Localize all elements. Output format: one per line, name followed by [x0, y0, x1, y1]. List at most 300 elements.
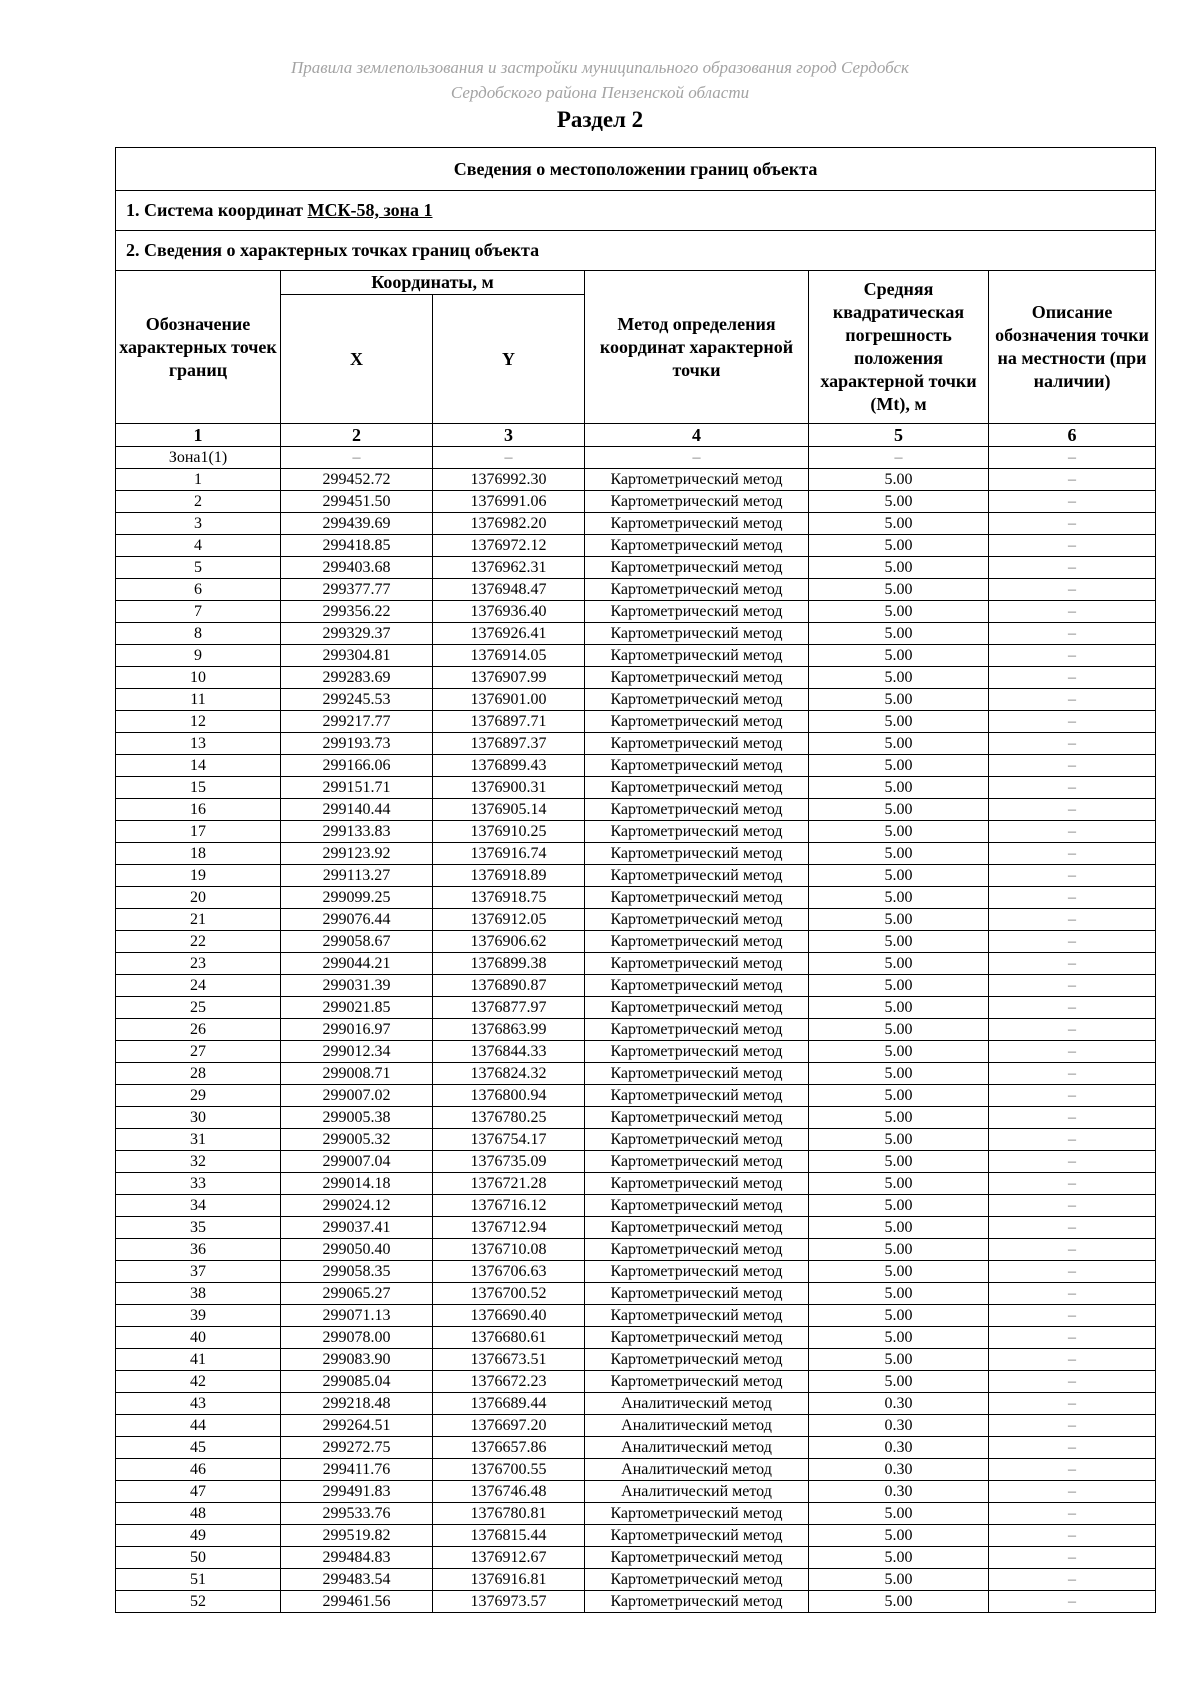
table-row [116, 469, 1156, 491]
error-value: 5.00 [809, 1261, 989, 1283]
description: – [989, 1503, 1156, 1525]
table-row [116, 887, 1156, 909]
description: – [989, 887, 1156, 909]
error-value: 5.00 [809, 645, 989, 667]
table-row [116, 1261, 1156, 1283]
table-row [116, 1525, 1156, 1547]
coord-y: 1376697.20 [433, 1415, 585, 1437]
table-row [116, 821, 1156, 843]
coord-x: 299140.44 [281, 799, 433, 821]
description: – [989, 711, 1156, 733]
table-row [116, 799, 1156, 821]
point-number: 39 [116, 1305, 281, 1327]
point-number: 13 [116, 733, 281, 755]
point-number: 23 [116, 953, 281, 975]
description: – [989, 513, 1156, 535]
point-number: 42 [116, 1371, 281, 1393]
table-row [116, 1305, 1156, 1327]
coord-x: 299461.56 [281, 1591, 433, 1613]
error-value: 5.00 [809, 1591, 989, 1613]
table-row [116, 1283, 1156, 1305]
point-number: 19 [116, 865, 281, 887]
point-number: 12 [116, 711, 281, 733]
description: – [989, 1041, 1156, 1063]
point-number: 38 [116, 1283, 281, 1305]
point-number: 51 [116, 1569, 281, 1591]
table-row [116, 1327, 1156, 1349]
coord-y: 1376900.31 [433, 777, 585, 799]
coord-y: 1376914.05 [433, 645, 585, 667]
table-row [116, 1239, 1156, 1261]
description: – [989, 1173, 1156, 1195]
method: Картометрический метод [585, 1371, 809, 1393]
error-value: 5.00 [809, 513, 989, 535]
method: Картометрический метод [585, 953, 809, 975]
method: Картометрический метод [585, 843, 809, 865]
table-row [116, 997, 1156, 1019]
point-number: 46 [116, 1459, 281, 1481]
col-header-description: Описание обозначения точки на местности (при наличии) [989, 271, 1156, 424]
method: Аналитический метод [585, 1459, 809, 1481]
point-number: 41 [116, 1349, 281, 1371]
error-value: 5.00 [809, 491, 989, 513]
column-number: 6 [989, 424, 1156, 447]
coord-x: 299037.41 [281, 1217, 433, 1239]
table-row [116, 1503, 1156, 1525]
coord-x: 299083.90 [281, 1349, 433, 1371]
description: – [989, 1239, 1156, 1261]
coord-y: 1376916.74 [433, 843, 585, 865]
table-row [116, 931, 1156, 953]
error-value: 5.00 [809, 865, 989, 887]
point-number: 44 [116, 1415, 281, 1437]
coord-y: 1376962.31 [433, 557, 585, 579]
point-number: 17 [116, 821, 281, 843]
description: – [989, 601, 1156, 623]
coordinate-system-row [116, 191, 1156, 231]
description: – [989, 1063, 1156, 1085]
coord-y: 1376754.17 [433, 1129, 585, 1151]
description: – [989, 733, 1156, 755]
coord-y: 1376916.81 [433, 1569, 585, 1591]
table-body [116, 447, 1156, 1613]
coord-y: 1376824.32 [433, 1063, 585, 1085]
coord-x: 299021.85 [281, 997, 433, 1019]
method: Картометрический метод [585, 1129, 809, 1151]
coord-y: 1376657.86 [433, 1437, 585, 1459]
method: Картометрический метод [585, 1217, 809, 1239]
description: – [989, 1547, 1156, 1569]
error-value: 5.00 [809, 777, 989, 799]
point-number: 14 [116, 755, 281, 777]
point-number: 1 [116, 469, 281, 491]
coord-x: 299078.00 [281, 1327, 433, 1349]
table-cell: – [281, 447, 433, 469]
table-row [116, 513, 1156, 535]
coord-x: 299218.48 [281, 1393, 433, 1415]
column-number: 2 [281, 424, 433, 447]
coord-x: 299217.77 [281, 711, 433, 733]
description: – [989, 755, 1156, 777]
point-number: 15 [116, 777, 281, 799]
method: Картометрический метод [585, 1195, 809, 1217]
error-value: 5.00 [809, 601, 989, 623]
error-value: 5.00 [809, 1063, 989, 1085]
coord-x: 299008.71 [281, 1063, 433, 1085]
table-row [116, 623, 1156, 645]
error-value: 5.00 [809, 1305, 989, 1327]
method: Аналитический метод [585, 1415, 809, 1437]
point-number: 32 [116, 1151, 281, 1173]
table-row [116, 711, 1156, 733]
method: Картометрический метод [585, 1085, 809, 1107]
table-row [116, 1371, 1156, 1393]
coord-x: 299007.02 [281, 1085, 433, 1107]
description: – [989, 557, 1156, 579]
error-value: 5.00 [809, 1283, 989, 1305]
method: Картометрический метод [585, 1591, 809, 1613]
col-header-coordinates: Координаты, м [281, 271, 585, 295]
point-number: 31 [116, 1129, 281, 1151]
point-number: 11 [116, 689, 281, 711]
description: – [989, 777, 1156, 799]
description: – [989, 821, 1156, 843]
method: Картометрический метод [585, 865, 809, 887]
coord-x: 299007.04 [281, 1151, 433, 1173]
coord-y: 1376905.14 [433, 799, 585, 821]
point-number: 26 [116, 1019, 281, 1041]
method: Картометрический метод [585, 1063, 809, 1085]
point-number: 16 [116, 799, 281, 821]
method: Картометрический метод [585, 799, 809, 821]
coord-y: 1376673.51 [433, 1349, 585, 1371]
coord-x: 299113.27 [281, 865, 433, 887]
coord-x: 299050.40 [281, 1239, 433, 1261]
point-number: 37 [116, 1261, 281, 1283]
description: – [989, 1019, 1156, 1041]
point-number: 47 [116, 1481, 281, 1503]
method: Картометрический метод [585, 1305, 809, 1327]
point-number: 36 [116, 1239, 281, 1261]
coord-y: 1376890.87 [433, 975, 585, 997]
coord-x: 299014.18 [281, 1173, 433, 1195]
error-value: 5.00 [809, 1239, 989, 1261]
description: – [989, 1437, 1156, 1459]
table-row [116, 1437, 1156, 1459]
method: Картометрический метод [585, 1151, 809, 1173]
point-number: 48 [116, 1503, 281, 1525]
table-row [116, 1107, 1156, 1129]
coord-y: 1376800.94 [433, 1085, 585, 1107]
error-value: 5.00 [809, 1019, 989, 1041]
method: Картометрический метод [585, 821, 809, 843]
method: Картометрический метод [585, 689, 809, 711]
column-number: 5 [809, 424, 989, 447]
method: Картометрический метод [585, 931, 809, 953]
description: – [989, 975, 1156, 997]
coord-x: 299304.81 [281, 645, 433, 667]
table-row [116, 1569, 1156, 1591]
method: Картометрический метод [585, 469, 809, 491]
description: – [989, 1349, 1156, 1371]
coord-y: 1376918.75 [433, 887, 585, 909]
method: Картометрический метод [585, 1261, 809, 1283]
coord-y: 1376899.38 [433, 953, 585, 975]
coord-y: 1376910.25 [433, 821, 585, 843]
method: Аналитический метод [585, 1481, 809, 1503]
coord-y: 1376689.44 [433, 1393, 585, 1415]
coord-y: 1376912.67 [433, 1547, 585, 1569]
point-number: 35 [116, 1217, 281, 1239]
table-row [116, 909, 1156, 931]
method: Картометрический метод [585, 645, 809, 667]
point-number: 5 [116, 557, 281, 579]
error-value: 5.00 [809, 1107, 989, 1129]
table-row [116, 1415, 1156, 1437]
coord-x: 299123.92 [281, 843, 433, 865]
coord-y: 1376735.09 [433, 1151, 585, 1173]
error-value: 5.00 [809, 799, 989, 821]
coord-x: 299451.50 [281, 491, 433, 513]
table-row [116, 1129, 1156, 1151]
coord-x: 299166.06 [281, 755, 433, 777]
point-number: 4 [116, 535, 281, 557]
coord-x: 299016.97 [281, 1019, 433, 1041]
point-number: 45 [116, 1437, 281, 1459]
col-header-y: Y [433, 295, 585, 424]
error-value: 5.00 [809, 953, 989, 975]
table-row [116, 953, 1156, 975]
description: – [989, 1371, 1156, 1393]
description: – [989, 1217, 1156, 1239]
coord-x: 299403.68 [281, 557, 433, 579]
error-value: 5.00 [809, 689, 989, 711]
table-row [116, 601, 1156, 623]
coord-x: 299439.69 [281, 513, 433, 535]
method: Картометрический метод [585, 1019, 809, 1041]
coord-y: 1376712.94 [433, 1217, 585, 1239]
table-row [116, 1151, 1156, 1173]
error-value: 5.00 [809, 1129, 989, 1151]
method: Картометрический метод [585, 1107, 809, 1129]
zone-label: Зона1(1) [116, 447, 281, 469]
description: – [989, 931, 1156, 953]
coord-x: 299245.53 [281, 689, 433, 711]
coord-x: 299005.38 [281, 1107, 433, 1129]
description: – [989, 667, 1156, 689]
points-section-title: 2. Сведения о характерных точках границ объекта [116, 231, 1156, 271]
table-row [116, 777, 1156, 799]
point-number: 24 [116, 975, 281, 997]
description: – [989, 1459, 1156, 1481]
method: Картометрический метод [585, 777, 809, 799]
method: Картометрический метод [585, 733, 809, 755]
coord-y: 1376972.12 [433, 535, 585, 557]
error-value: 5.00 [809, 469, 989, 491]
method: Картометрический метод [585, 1283, 809, 1305]
table-row [116, 975, 1156, 997]
error-value: 5.00 [809, 1327, 989, 1349]
point-number: 43 [116, 1393, 281, 1415]
error-value: 5.00 [809, 821, 989, 843]
table-row [116, 1393, 1156, 1415]
method: Картометрический метод [585, 579, 809, 601]
point-number: 30 [116, 1107, 281, 1129]
error-value: 5.00 [809, 623, 989, 645]
table-cell: – [585, 447, 809, 469]
error-value: 5.00 [809, 579, 989, 601]
coord-y: 1376912.05 [433, 909, 585, 931]
coord-y: 1376700.52 [433, 1283, 585, 1305]
point-number: 28 [116, 1063, 281, 1085]
method: Картометрический метод [585, 1503, 809, 1525]
coord-x: 299491.83 [281, 1481, 433, 1503]
description: – [989, 1151, 1156, 1173]
description: – [989, 469, 1156, 491]
column-number: 1 [116, 424, 281, 447]
coord-x: 299012.34 [281, 1041, 433, 1063]
error-value: 5.00 [809, 755, 989, 777]
method: Картометрический метод [585, 623, 809, 645]
column-number: 4 [585, 424, 809, 447]
running-header-line1: Правила землепользования и застройки муниципального образования город Сердобск [290, 58, 909, 77]
coord-y: 1376918.89 [433, 865, 585, 887]
zone-row [116, 447, 1156, 469]
coord-x: 299533.76 [281, 1503, 433, 1525]
table-row [116, 1481, 1156, 1503]
table-row [116, 1063, 1156, 1085]
error-value: 5.00 [809, 711, 989, 733]
coord-y: 1376700.55 [433, 1459, 585, 1481]
point-number: 27 [116, 1041, 281, 1063]
error-value: 5.00 [809, 1547, 989, 1569]
column-number: 3 [433, 424, 585, 447]
table-row [116, 733, 1156, 755]
error-value: 5.00 [809, 733, 989, 755]
coord-y: 1376906.62 [433, 931, 585, 953]
method: Картометрический метод [585, 1349, 809, 1371]
coord-y: 1376907.99 [433, 667, 585, 689]
point-number: 22 [116, 931, 281, 953]
method: Картометрический метод [585, 711, 809, 733]
table-row [116, 755, 1156, 777]
error-value: 0.30 [809, 1459, 989, 1481]
coord-x: 299329.37 [281, 623, 433, 645]
coord-y: 1376877.97 [433, 997, 585, 1019]
description: – [989, 1591, 1156, 1613]
point-number: 50 [116, 1547, 281, 1569]
description: – [989, 1195, 1156, 1217]
description: – [989, 1305, 1156, 1327]
table-row [116, 1019, 1156, 1041]
description: – [989, 1415, 1156, 1437]
coord-y: 1376899.43 [433, 755, 585, 777]
method: Картометрический метод [585, 513, 809, 535]
method: Картометрический метод [585, 997, 809, 1019]
coord-x: 299076.44 [281, 909, 433, 931]
coord-x: 299452.72 [281, 469, 433, 491]
coord-y: 1376844.33 [433, 1041, 585, 1063]
coord-y: 1376780.25 [433, 1107, 585, 1129]
error-value: 5.00 [809, 1349, 989, 1371]
coord-y: 1376680.61 [433, 1327, 585, 1349]
description: – [989, 1261, 1156, 1283]
point-number: 8 [116, 623, 281, 645]
coord-x: 299133.83 [281, 821, 433, 843]
coord-x: 299024.12 [281, 1195, 433, 1217]
table-row [116, 1195, 1156, 1217]
method: Картометрический метод [585, 909, 809, 931]
column-number-row [116, 424, 1156, 447]
description: – [989, 997, 1156, 1019]
description: – [989, 1085, 1156, 1107]
method: Картометрический метод [585, 557, 809, 579]
coord-x: 299071.13 [281, 1305, 433, 1327]
table-row [116, 1173, 1156, 1195]
table-cell: – [989, 447, 1156, 469]
coord-y: 1376746.48 [433, 1481, 585, 1503]
coord-y: 1376815.44 [433, 1525, 585, 1547]
point-number: 18 [116, 843, 281, 865]
table-row [116, 1217, 1156, 1239]
coord-x: 299283.69 [281, 667, 433, 689]
description: – [989, 843, 1156, 865]
table-row [116, 645, 1156, 667]
col-header-method: Метод определения координат характерной точки [585, 271, 809, 424]
table-row [116, 1041, 1156, 1063]
description: – [989, 953, 1156, 975]
description: – [989, 1327, 1156, 1349]
coord-y: 1376901.00 [433, 689, 585, 711]
coord-x: 299151.71 [281, 777, 433, 799]
method: Картометрический метод [585, 975, 809, 997]
method: Картометрический метод [585, 755, 809, 777]
error-value: 5.00 [809, 887, 989, 909]
boundary-points-table [115, 147, 1156, 1613]
coord-x: 299193.73 [281, 733, 433, 755]
error-value: 0.30 [809, 1481, 989, 1503]
point-number: 2 [116, 491, 281, 513]
description: – [989, 1481, 1156, 1503]
method: Картометрический метод [585, 1569, 809, 1591]
method: Картометрический метод [585, 1327, 809, 1349]
table-row [116, 865, 1156, 887]
error-value: 5.00 [809, 1173, 989, 1195]
coord-y: 1376706.63 [433, 1261, 585, 1283]
table-row [116, 1459, 1156, 1481]
point-number: 29 [116, 1085, 281, 1107]
error-value: 5.00 [809, 975, 989, 997]
method: Картометрический метод [585, 667, 809, 689]
table-row [116, 491, 1156, 513]
description: – [989, 1129, 1156, 1151]
point-number: 25 [116, 997, 281, 1019]
coord-x: 299519.82 [281, 1525, 433, 1547]
method: Картометрический метод [585, 535, 809, 557]
table-row [116, 1591, 1156, 1613]
description: – [989, 579, 1156, 601]
coord-y: 1376716.12 [433, 1195, 585, 1217]
point-number: 3 [116, 513, 281, 535]
error-value: 5.00 [809, 931, 989, 953]
coord-x: 299272.75 [281, 1437, 433, 1459]
table-cell: – [809, 447, 989, 469]
error-value: 5.00 [809, 1525, 989, 1547]
table-title: Сведения о местоположении границ объекта [116, 148, 1156, 191]
coord-y: 1376948.47 [433, 579, 585, 601]
coord-y: 1376721.28 [433, 1173, 585, 1195]
table-row [116, 667, 1156, 689]
